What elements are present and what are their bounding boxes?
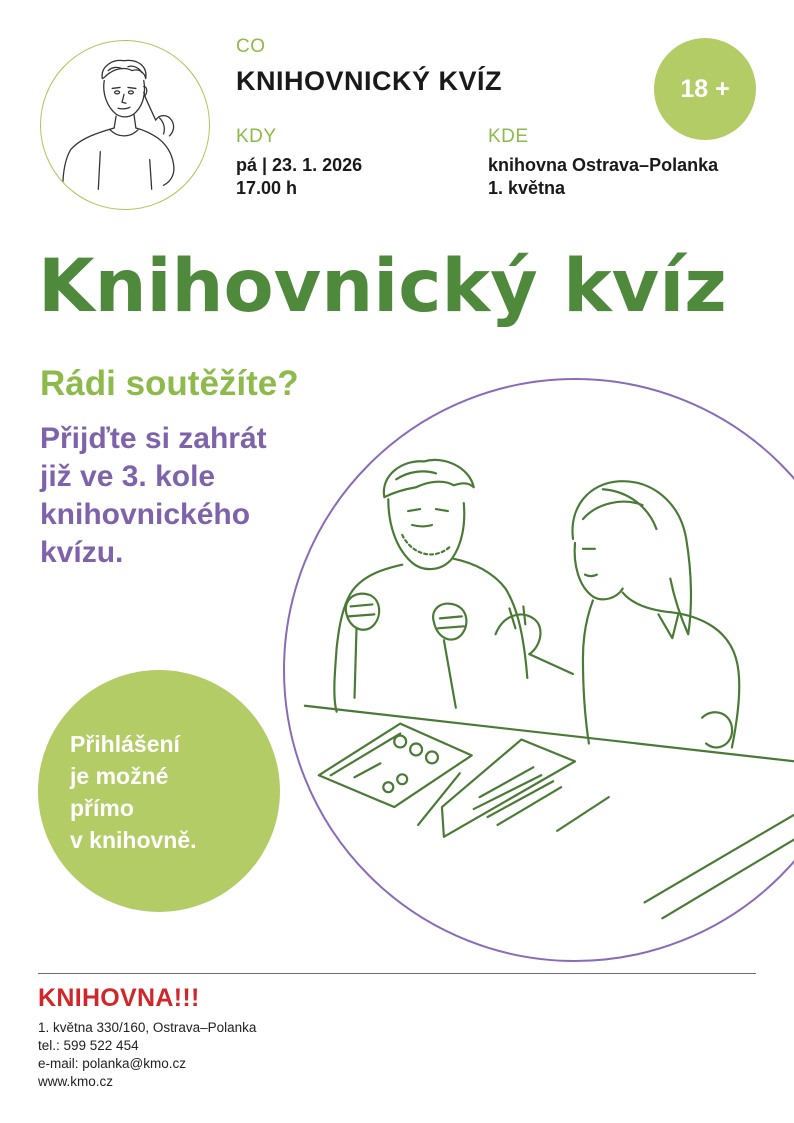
event-location-street: 1. května (488, 178, 566, 198)
event-name: KNIHOVNICKÝ KVÍZ (236, 66, 503, 96)
signup-line: Přihlášení (70, 731, 180, 757)
co-label: CO (236, 36, 266, 57)
kde-label: KDE (488, 126, 529, 147)
invitation-line: knihovnického (40, 498, 251, 531)
event-location: knihovna Ostrava–Polanka (488, 155, 719, 175)
age-restriction-badge: 18 + (654, 38, 756, 140)
contact-phone: tel.: 599 522 454 (38, 1038, 139, 1053)
signup-line: je možné (70, 763, 169, 789)
invitation-line: Přijďte si zahrát (40, 422, 267, 455)
thinking-person-icon (41, 41, 209, 209)
main-title: Knihovnický kvíz (38, 244, 727, 329)
signup-line: přímo (70, 795, 134, 821)
footer-divider (38, 973, 756, 974)
quiz-players-illustration (283, 378, 794, 962)
invitation-text (40, 420, 340, 572)
signup-line: v knihovně. (70, 827, 197, 853)
kdy-label: KDY (236, 126, 277, 147)
question-heading: Rádi soutěžíte? (40, 364, 299, 403)
contact-info (38, 1019, 256, 1091)
invitation-line: kvízu. (40, 536, 124, 569)
quiz-players-icon (285, 380, 794, 960)
thinking-person-illustration (40, 40, 210, 210)
contact-email[interactable]: e-mail: polanka@kmo.cz (38, 1056, 187, 1071)
signup-info-circle (38, 670, 280, 912)
contact-address: 1. května 330/160, Ostrava–Polanka (38, 1020, 257, 1035)
library-logo: KNIHOVNA!!! (38, 984, 200, 1012)
event-date: pá | 23. 1. 2026 (236, 155, 363, 175)
invitation-line: již ve 3. kole (40, 460, 216, 493)
event-time: 17.00 h (236, 178, 298, 198)
contact-website[interactable]: www.kmo.cz (38, 1074, 114, 1089)
